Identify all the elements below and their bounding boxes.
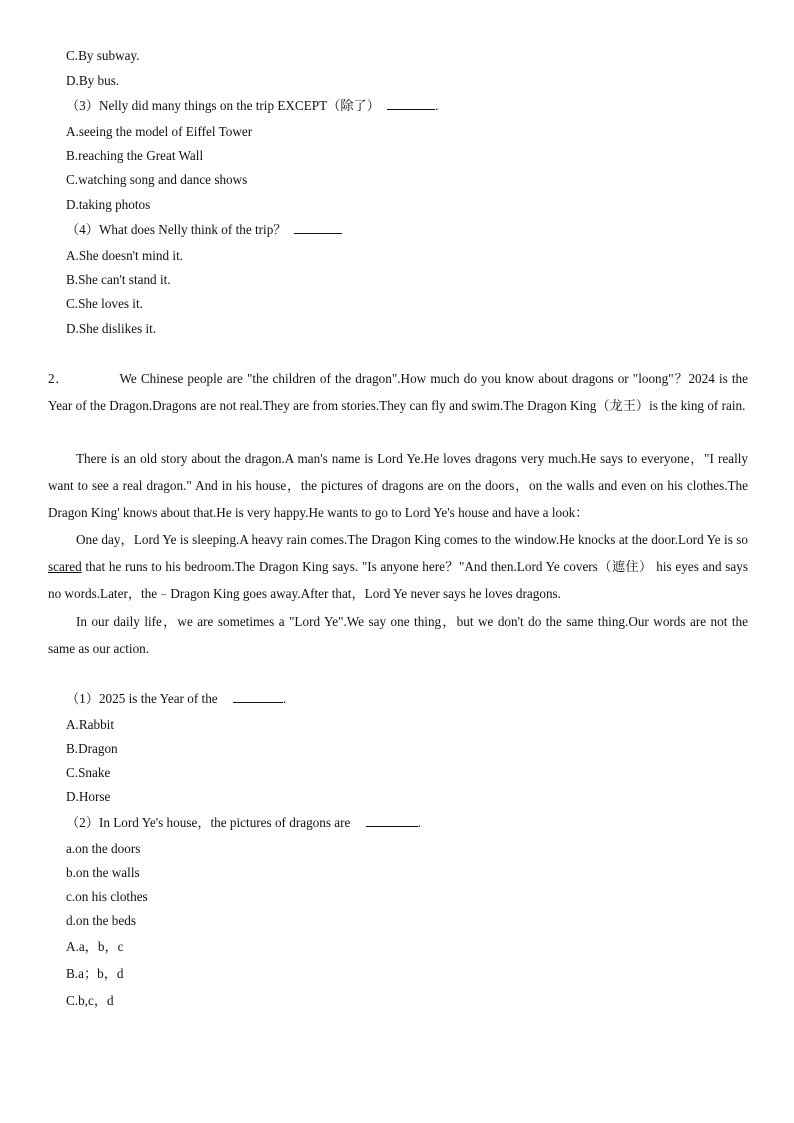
answer-blank[interactable] (233, 691, 283, 703)
q1-3-stem-end: . (435, 98, 439, 113)
q1-4-option-a: A.She doesn't mind it. (66, 248, 184, 263)
q2-2-stem-end: . (417, 815, 421, 830)
q2-paragraph-3 (48, 526, 748, 607)
q2-p1-text: We Chinese people are "the children of the dragon".How much do you know about dragons or "loong"？2024 is the Year of the Dragon.Dragons are not real.They are from stories.They can fly and swim.The Dragon King（龙王）is the king of rain. (48, 371, 749, 413)
q2-1-stem (66, 691, 286, 707)
q1-3-option-d: D.taking photos (66, 197, 151, 212)
q1-4-stem-text: （4）What does Nelly think of the trip？ (66, 222, 287, 237)
q1-3-option-c: C.watching song and dance shows (66, 172, 248, 187)
q2-p3-text-b: that he runs to his bedroom.The Dragon King says. "Is anyone here？"And then.Lord Ye covers（遮住） his eyes and says no words.Later，the﹣Dragon King goes away.After that，Lord Ye never says he loves dragons. (48, 559, 748, 601)
answer-blank[interactable] (387, 98, 435, 110)
q2-p3-text-a: One day，Lord Ye is sleeping.A heavy rain comes.The Dragon King comes to the window.He knocks at the door.Lord Ye is so (76, 532, 748, 547)
q2-paragraph-2 (48, 445, 748, 526)
q2-1-option-a: A.Rabbit (66, 717, 114, 732)
q2-2-item-c: c.on his clothes (66, 889, 148, 904)
q1-4-option-b: B.She can't stand it. (66, 272, 171, 287)
question-number: 2． (48, 371, 70, 386)
q1-2-option-c: C.By subway. (66, 48, 140, 63)
q1-3-stem-text: （3）Nelly did many things on the trip EXCEPT（除了） (66, 98, 380, 113)
answer-blank[interactable] (294, 222, 342, 234)
q2-2-option-c: C.b,c，d (66, 993, 114, 1008)
q1-4-stem (66, 222, 342, 238)
q2-1-option-b: B.Dragon (66, 741, 118, 756)
q2-1-stem-text: （1）2025 is the Year of the (66, 691, 218, 706)
answer-blank[interactable] (366, 815, 418, 827)
q2-paragraph-4 (48, 608, 748, 662)
q1-3-option-b: B.reaching the Great Wall (66, 148, 204, 163)
q2-paragraph-1 (48, 365, 748, 419)
q2-2-item-b: b.on the walls (66, 865, 140, 880)
q2-2-item-a: a.on the doors (66, 841, 141, 856)
q2-2-stem (66, 815, 421, 831)
q2-p2-text: There is an old story about the dragon.A man's name is Lord Ye.He loves dragons very much.He says to everyone，"I really want to see a real dragon." And in his house，the pictures of dragons are on the doors，on the walls and even on his clothes.The Dragon King' knows about that.He is very happy.He wants to go to Lord Ye's house and have a look： (48, 451, 748, 520)
q2-p4-text: In our daily life，we are sometimes a "Lord Ye".We say one thing，but we don't do the same thing.Our words are not the same as our action. (48, 614, 748, 656)
q2-2-option-a: A.a，b，c (66, 939, 124, 954)
q2-2-item-d: d.on the beds (66, 913, 136, 928)
q2-2-stem-text: （2）In Lord Ye's house，the pictures of dragons are (66, 815, 351, 830)
q1-3-option-a: A.seeing the model of Eiffel Tower (66, 124, 253, 139)
q1-4-option-c: C.She loves it. (66, 296, 143, 311)
q2-1-option-d: D.Horse (66, 789, 111, 804)
q2-1-option-c: C.Snake (66, 765, 111, 780)
q2-1-stem-end: . (282, 691, 287, 706)
underlined-word: scared (48, 559, 82, 574)
q2-2-option-b: B.a；b，d (66, 966, 124, 981)
q1-3-stem (66, 98, 439, 114)
q1-2-option-d: D.By bus. (66, 73, 120, 88)
q1-4-option-d: D.She dislikes it. (66, 321, 157, 336)
